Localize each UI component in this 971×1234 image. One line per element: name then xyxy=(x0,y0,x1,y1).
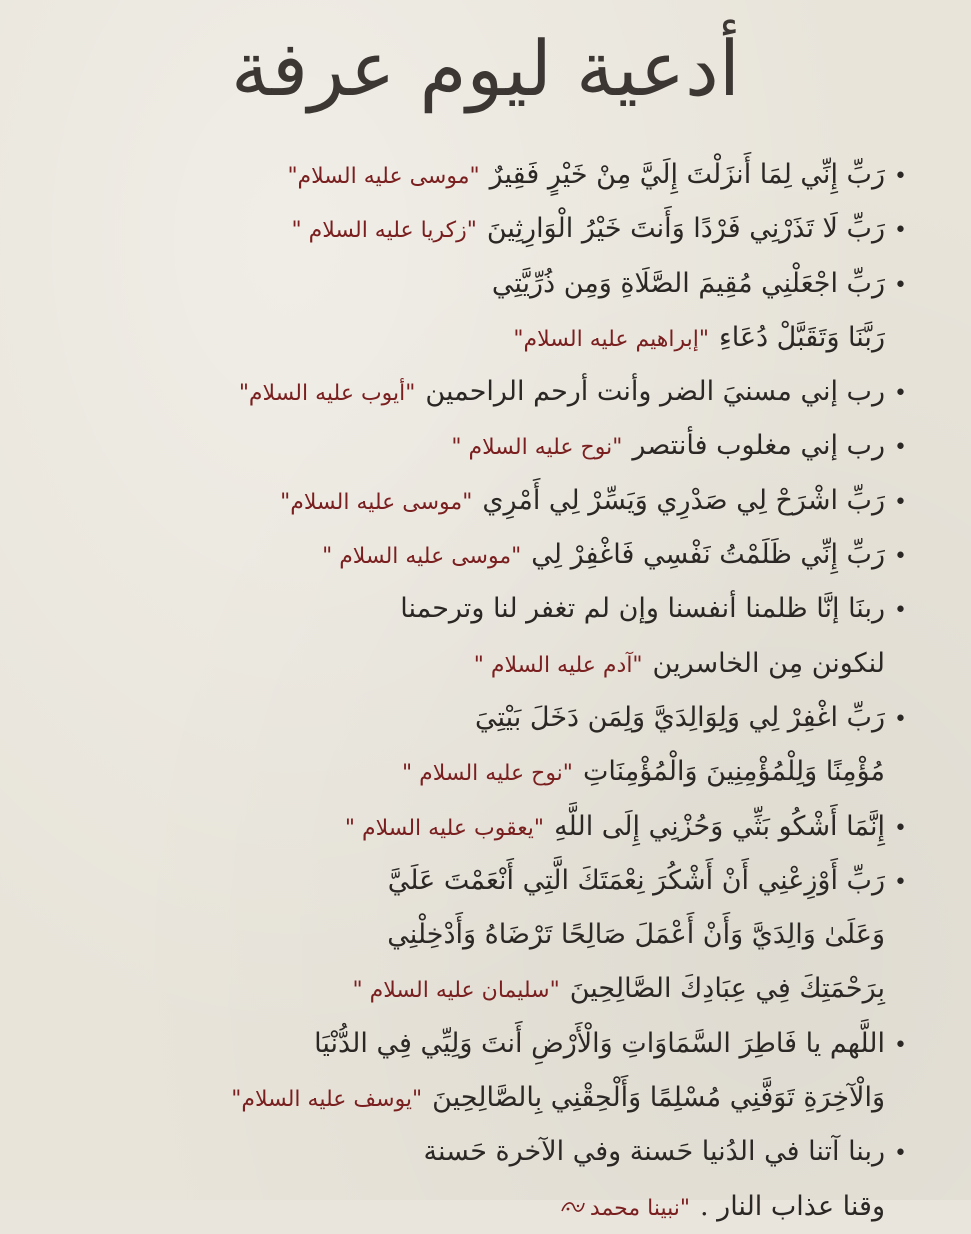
dua-attribution: "نوح عليه السلام " xyxy=(401,761,573,787)
dua-line xyxy=(47,1180,907,1234)
dua-line xyxy=(47,419,907,473)
bullet-icon: • xyxy=(894,815,907,841)
dua-text: ربنَا إنَّا ظلمنا أنفسنا وإن لم تغفر لنا وترحمنا xyxy=(400,593,885,625)
bullet-icon: • xyxy=(894,869,907,895)
dua-list xyxy=(47,148,907,1234)
dua-text: رَبِّ أَوْزِعْنِي أَنْ أَشْكُرَ نِعْمَتَكَ الَّتِي أَنْعَمْتَ عَلَيَّ xyxy=(387,864,885,896)
dua-text: وَالْآخِرَةِ تَوَفَّنِي مُسْلِمًا وَأَلْحِقْنِي بِالصَّالِحِينَ xyxy=(432,1082,885,1114)
dua-text: مُؤْمِنًا وَلِلْمُؤْمِنِينَ وَالْمُؤْمِنَاتِ xyxy=(582,756,885,788)
dua-text: وقنا عذاب النار . xyxy=(700,1190,885,1222)
dua-text: رَبِّ لَا تَذَرْنِي فَرْدًا وَأَنتَ خَيْرُ الْوَارِثِينَ xyxy=(486,213,885,245)
dua-attribution: "موسى عليه السلام " xyxy=(322,544,522,570)
dua-text: لنكونن مِن الخاسرين xyxy=(652,647,885,679)
dua-text: ربنا آتنا في الدُنيا حَسنة وفي الآخرة حَسنة xyxy=(423,1136,885,1168)
dua-text: رَبِّ اجْعَلْنِي مُقِيمَ الصَّلَاةِ وَمِن ذُرِّيَّتِي xyxy=(491,267,885,299)
dua-text: اللَّهم يا فَاطِرَ السَّمَاوَاتِ وَالْأَرْضِ أَنتَ وَلِيِّي فِي الدُّنْيَا xyxy=(314,1027,885,1059)
dua-line xyxy=(47,1017,907,1071)
dua-attribution: "يوسف عليه السلام" xyxy=(231,1087,423,1113)
dua-line xyxy=(47,1071,907,1125)
dua-text: رَبِّ اغْفِرْ لِي وَلِوَالِدَيَّ وَلِمَن دَخَلَ بَيْتِيَ xyxy=(474,701,885,733)
dua-line xyxy=(47,202,907,256)
bullet-icon: • xyxy=(894,164,907,189)
dua-text: رَبِّ إِنِّي ظَلَمْتُ نَفْسِي فَاغْفِرْ لِي xyxy=(531,539,885,571)
bullet-icon: • xyxy=(894,272,907,298)
dua-attribution: "موسى عليه السلام" xyxy=(287,164,480,189)
dua-line xyxy=(47,1125,907,1179)
bullet-icon: • xyxy=(894,218,907,244)
dua-attribution: "إبراهيم عليه السلام" xyxy=(513,326,710,352)
dua-attribution: "نوح عليه السلام " xyxy=(451,435,623,461)
dua-line xyxy=(47,148,907,202)
dua-line xyxy=(47,582,907,636)
bullet-icon: • xyxy=(894,1032,907,1058)
dua-text: رَبِّ اشْرَحْ لِي صَدْرِي وَيَسِّرْ لِي أَمْرِي xyxy=(482,484,885,516)
bullet-icon: • xyxy=(894,435,907,461)
dua-attribution: "آدم عليه السلام " xyxy=(473,652,643,678)
page-title: أدعية ليوم عرفة xyxy=(230,24,741,113)
bullet-icon: • xyxy=(894,544,907,570)
dua-line xyxy=(47,637,907,691)
dua-text: رَبَّنَا وَتَقَبَّلْ دُعَاءِ xyxy=(719,321,885,353)
bullet-icon: • xyxy=(894,489,907,515)
dua-line xyxy=(47,365,907,419)
dua-line xyxy=(47,691,907,745)
dua-line xyxy=(47,474,907,528)
dua-text: إِنَّمَا أَشْكُو بَثِّي وَحُزْنِي إِلَى اللَّهِ xyxy=(554,810,885,842)
dua-text: رب إني مغلوب فأنتصر xyxy=(632,430,885,462)
dua-text: وَعَلَىٰ وَالِدَيَّ وَأَنْ أَعْمَلَ صَالِحًا تَرْضَاهُ وَأَدْخِلْنِي xyxy=(387,919,885,951)
dua-line xyxy=(47,962,907,1016)
dua-attribution: "سليمان عليه السلام " xyxy=(352,978,560,1004)
bullet-icon: • xyxy=(894,598,907,624)
dua-attribution: "يعقوب عليه السلام " xyxy=(344,815,545,841)
dua-text: بِرَحْمَتِكَ فِي عِبَادِكَ الصَّالِحِينَ xyxy=(569,973,885,1005)
bullet-icon: • xyxy=(894,1141,907,1167)
dua-attribution: "موسى عليه السلام" xyxy=(280,489,473,515)
dua-text: رَبِّ إِنِّي لِمَا أَنزَلْتَ إِلَيَّ مِنْ خَيْرٍ فَقِيرٌ xyxy=(489,159,885,190)
dua-attribution: "أيوب عليه السلام" xyxy=(238,381,416,407)
dua-line xyxy=(47,257,907,311)
dua-line xyxy=(47,745,907,799)
dua-line xyxy=(47,311,907,365)
calligraphic-seal-icon xyxy=(560,1197,586,1217)
dua-attribution: "نبينا محمد xyxy=(589,1195,690,1221)
dua-line xyxy=(47,528,907,582)
bullet-icon: • xyxy=(894,706,907,732)
dua-text: رب إني مسنيَ الضر وأنت أرحم الراحمين xyxy=(425,376,885,408)
dua-line xyxy=(47,800,907,854)
dua-line xyxy=(47,908,907,962)
dua-line xyxy=(47,854,907,908)
dua-attribution: "زكريا عليه السلام " xyxy=(291,218,477,244)
bullet-icon: • xyxy=(894,381,907,407)
